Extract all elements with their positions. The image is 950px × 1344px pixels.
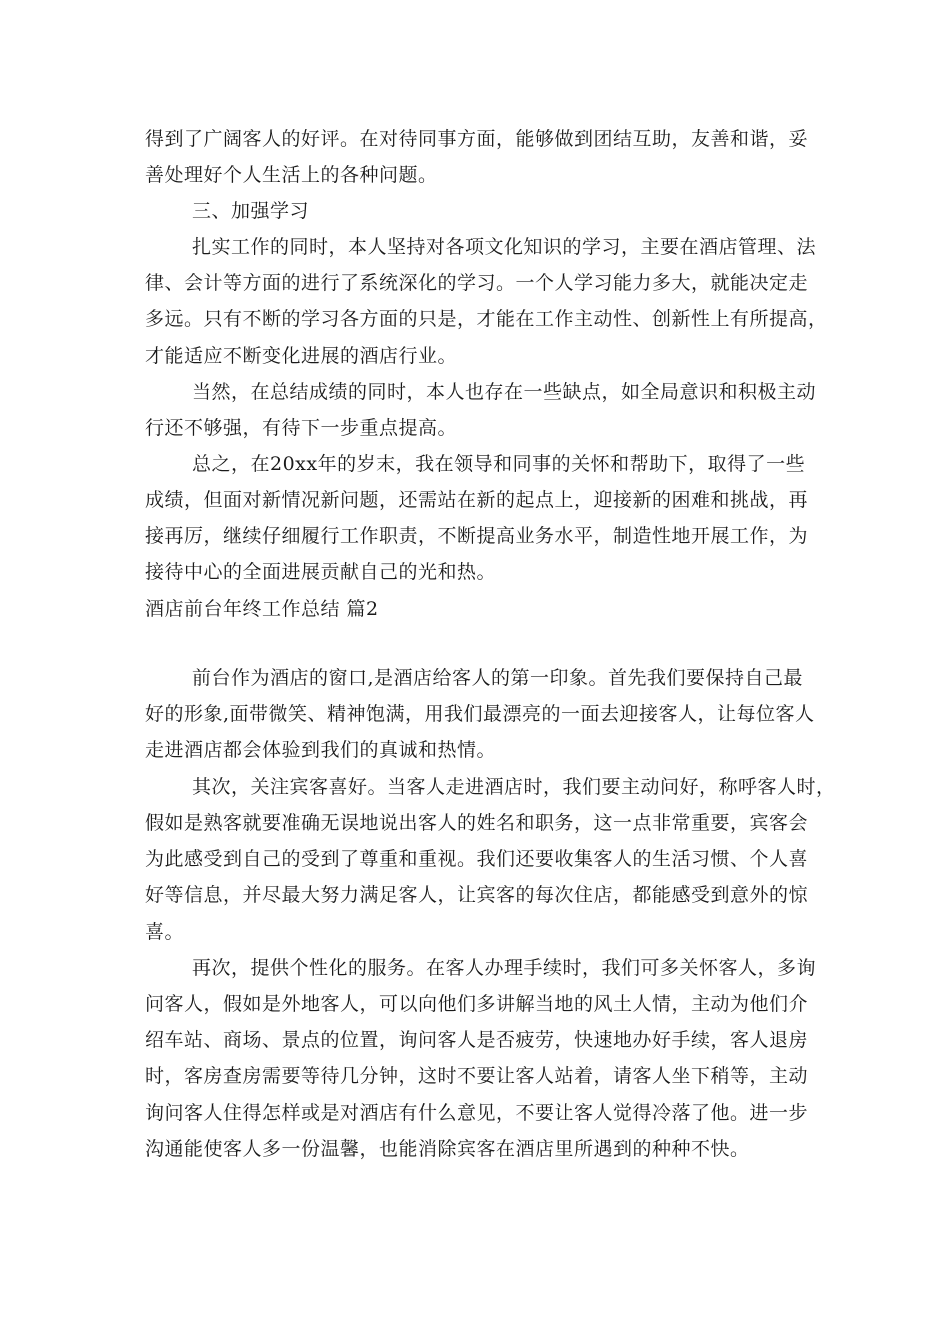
article-title: 酒店前台年终工作总结 篇2 [145,598,379,620]
body-text-line: 行还不够强，有待下一步重点提高。 [145,417,458,439]
body-text-line: 喜。 [145,921,185,943]
body-text-line: 成绩，但面对新情况新问题，还需站在新的起点上，迎接新的困难和挑战，再 [145,489,809,511]
body-text-line: 当然，在总结成绩的同时，本人也存在一些缺点，如全局意识和积极主动 [192,381,817,403]
body-text-line: 律、会计等方面的进行了系统深化的学习。一个人学习能力多大，就能决定走 [145,272,809,294]
body-text-line: 询问客人住得怎样或是对酒店有什么意见，不要让客人觉得冷落了他。进一步 [145,1102,809,1124]
body-text-line: 时，客房查房需要等待几分钟，这时不要让客人站着，请客人坐下稍等，主动 [145,1065,809,1087]
body-text-line: 总之，在20xx年的岁末，我在领导和同事的关怀和帮助下，取得了一些 [192,453,806,475]
body-text-line: 扎实工作的同时，本人坚持对各项文化知识的学习，主要在酒店管理、法 [192,236,817,258]
body-text-line: 好等信息，并尽最大努力满足客人，让宾客的每次住店，都能感受到意外的惊 [145,884,809,906]
body-text-line: 为此感受到自己的受到了尊重和重视。我们还要收集客人的生活习惯、个人喜 [145,848,809,870]
body-text-line: 走进酒店都会体验到我们的真诚和热情。 [145,739,497,761]
body-text-line: 假如是熟客就要准确无误地说出客人的姓名和职务，这一点非常重要，宾客会 [145,812,809,834]
body-text-line: 问客人，假如是外地客人，可以向他们多讲解当地的风土人情，主动为他们介 [145,993,809,1015]
body-text-line: 多远。只有不断的学习各方面的只是，才能在工作主动性、创新性上有所提高， [145,308,828,330]
section-heading: 三、加强学习 [192,200,310,222]
body-text-line: 绍车站、商场、景点的位置，询问客人是否疲劳，快速地办好手续，客人退房 [145,1029,809,1051]
body-text-line: 好的形象,面带微笑、精神饱满，用我们最漂亮的一面去迎接客人，让每位客人 [145,703,815,725]
body-text-line: 再次，提供个性化的服务。在客人办理手续时，我们可多关怀客人，多询 [192,957,817,979]
body-text-line: 善处理好个人生活上的各种问题。 [145,164,438,186]
body-text-line: 才能适应不断变化进展的酒店行业。 [145,345,458,367]
body-text-line: 其次，关注宾客喜好。当客人走进酒店时，我们要主动问好，称呼客人时， [192,776,836,798]
body-text-line: 得到了广阔客人的好评。在对待同事方面，能够做到团结互助，友善和谐，妥 [145,128,809,150]
body-text-line: 接再厉，继续仔细履行工作职责，不断提高业务水平，制造性地开展工作，为 [145,525,809,547]
body-text-line: 接待中心的全面进展贡献自己的光和热。 [145,561,497,583]
body-text-line: 沟通能使客人多一份温馨，也能消除宾客在酒店里所遇到的种种不快。 [145,1138,750,1160]
body-text-line: 前台作为酒店的窗口,是酒店给客人的第一印象。首先我们要保持自己最 [192,667,804,689]
